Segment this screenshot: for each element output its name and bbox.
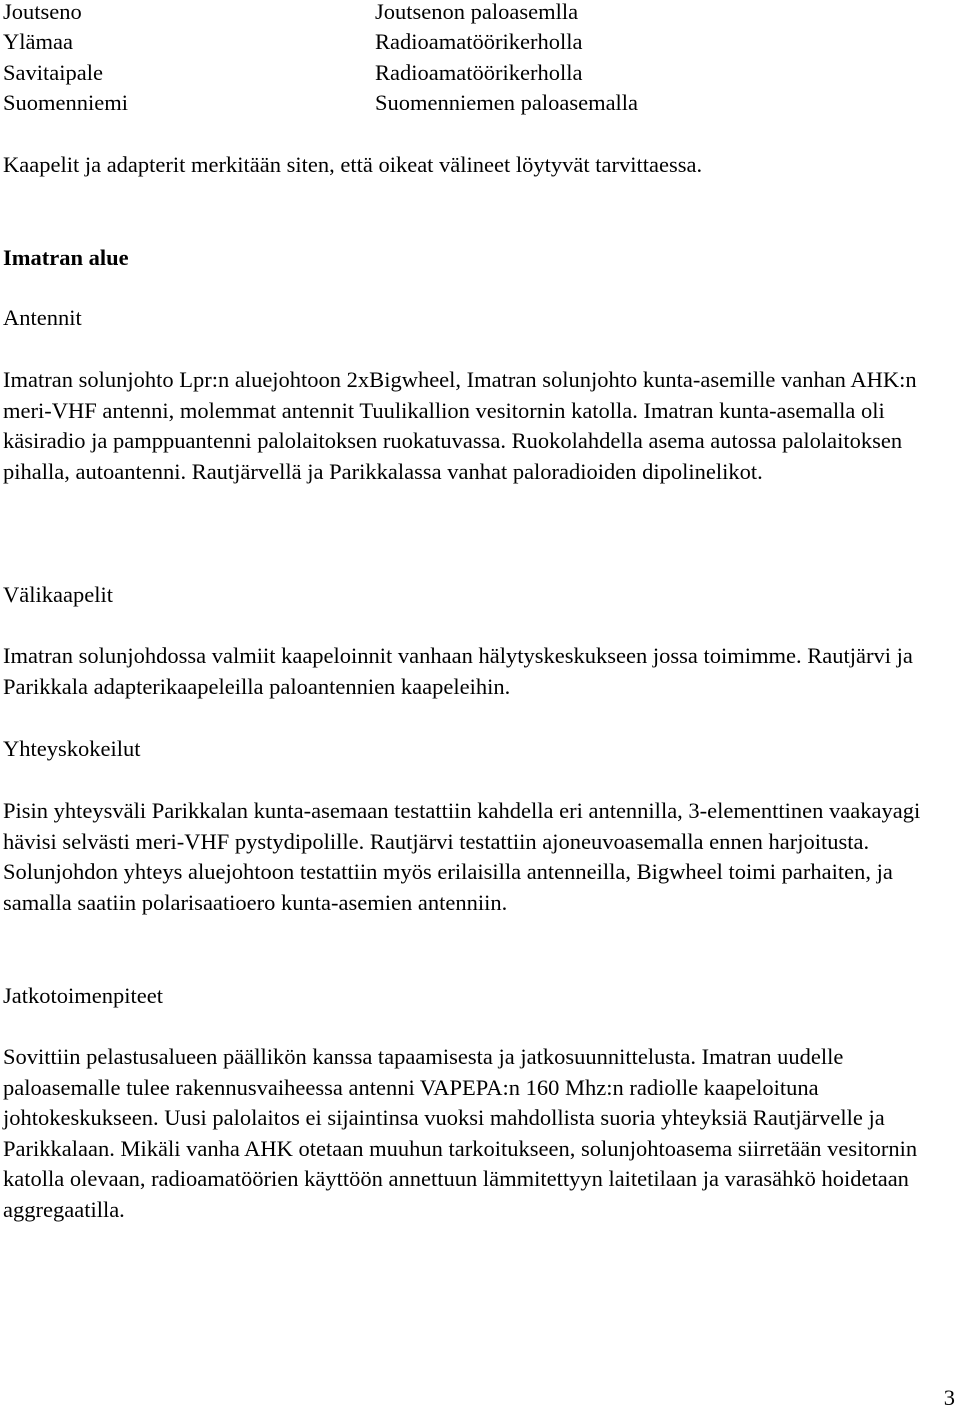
location-station: Radioamatöörikerholla xyxy=(375,59,583,85)
location-row xyxy=(3,88,957,118)
location-place: Savitaipale xyxy=(3,59,103,85)
location-station: Suomenniemen paloasemalla xyxy=(375,90,639,116)
cables-note: Kaapelit ja adapterit merkitään siten, että oikeat välineet löytyvät tarvittaessa. xyxy=(3,152,703,177)
antennas-text: Imatran solunjohto Lpr:n aluejohtoon 2xBigwheel, Imatran solunjohto kunta-asemille vanhan AHK:n meri-VHF antenni, molemmat antennit Tuulikallion vesitornin katolla. Imatran kunta-asemalla oli käsiradio ja pamppuantenni palolaitoksen ruokatuvassa. Ruokolahdella asema autossa palolaitoksen pihalla, autoantenni. Rautjärvellä ja Parikkalassa vanhat paloradioiden dipolinelikot. xyxy=(3,367,917,484)
location-row xyxy=(3,0,957,27)
follow-up-text: Sovittiin pelastusalueen päällikön kanssa tapaamisesta ja jatkosuunnittelusta. Imatran uudelle paloasemalle tulee rakennusvaiheessa antenni VAPEPA:n 160 Mhz:n radiolle kaapeloituna johtokeskukseen. Uusi palolaitos ei sijaintinsa vuoksi mahdollista suoria yhteyksiä Rautjärvelle ja Parikkalaan. Mikäli vanha AHK otetaan muuhun tarkoitukseen, solunjohtoasema siirretään vesitornin katolla olevaan, radioamatöörien käyttöön annettuun lämmitettyyn laitetilaan ja varasähkö hoidetaan aggregaatilla. xyxy=(3,1044,918,1222)
intermediate-cables-text: Imatran solunjohdossa valmiit kaapeloinnit vanhaan hälytyskeskukseen jossa toimimme. Rautjärvi ja Parikkala adapterikaapeleilla paloantennien kaapeleihin. xyxy=(3,643,913,699)
page-number: 3 xyxy=(943,1385,955,1410)
location-row xyxy=(3,27,957,57)
connection-tests-heading: Yhteyskokeilut xyxy=(3,736,141,761)
connection-tests-text: Pisin yhteysväli Parikkalan kunta-asemaan testattiin kahdella eri antennilla, 3-elementtinen vaakayagi hävisi selvästi meri-VHF pystydipolille. Rautjärvi testattiin ajoneuvoasemalla ennen harjoitusta. Solunjohdon yhteys aluejohtoon testattiin myös erilaisilla antenneilla, Bigwheel toimi parhaiten, ja samalla saatiin polarisaatioero kunta-asemien antenniin. xyxy=(3,798,921,915)
location-row xyxy=(3,58,957,88)
section-title: Imatran alue xyxy=(3,245,129,270)
follow-up-heading: Jatkotoimenpiteet xyxy=(3,983,163,1008)
location-place: Ylämaa xyxy=(3,29,73,55)
location-station: Radioamatöörikerholla xyxy=(375,29,583,55)
location-place: Joutseno xyxy=(3,0,82,24)
location-place: Suomenniemi xyxy=(3,90,128,116)
intermediate-cables-heading: Välikaapelit xyxy=(3,582,113,607)
location-station: Joutsenon paloasemlla xyxy=(375,0,579,24)
antennas-heading: Antennit xyxy=(3,305,82,330)
locations-table xyxy=(3,0,957,119)
